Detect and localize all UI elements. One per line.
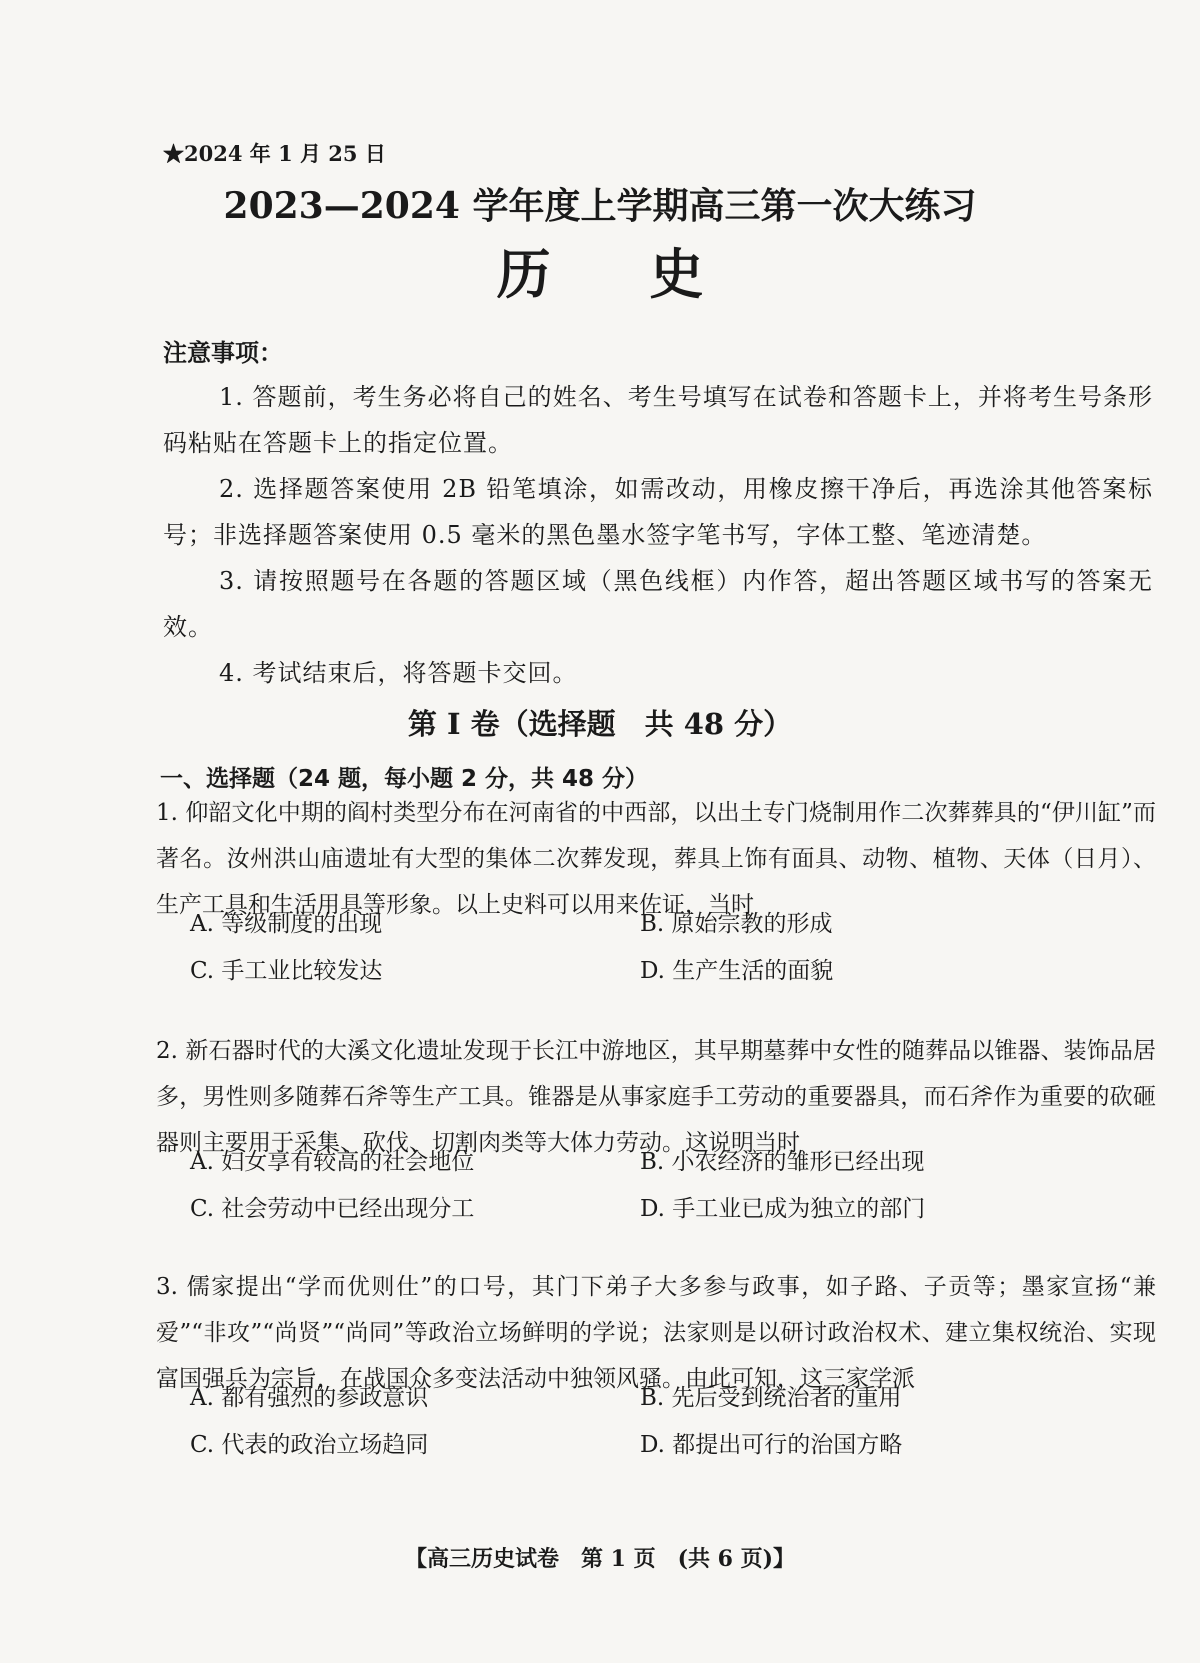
- option: D. 都提出可行的治国方略: [640, 1432, 903, 1458]
- option: A. 都有强烈的参政意识: [190, 1385, 429, 1411]
- question-stem: 1. 仰韶文化中期的阎村类型分布在河南省的中西部，以出土专门烧制用作二次葬葬具的“伊川缸”而著名。汝州洪山庙遗址有大型的集体二次葬发现，葬具上饰有面具、动物、植物、天体（日月）、生产工具和生活用具等形象。以上史料可以用来佐证，当时: [156, 800, 1156, 918]
- question-options: [190, 1372, 1150, 1466]
- page-footer: 【高三历史试卷 第 1 页 (共 6 页)】: [404, 1546, 796, 1572]
- option-row: [190, 898, 1150, 945]
- option: C. 代表的政治立场趋同: [190, 1432, 429, 1458]
- option-row: [190, 1372, 1150, 1419]
- notice-item: 2. 选择题答案使用 2B 铅笔填涂，如需改动，用橡皮擦干净后，再选涂其他答案标号；非选择题答案使用 0.5 毫米的黑色墨水签字笔书写，字体工整、笔迹清楚。: [163, 475, 1153, 549]
- exam-date: ★2024 年 1 月 25 日: [163, 141, 386, 166]
- option-row: [190, 1183, 1150, 1230]
- question-options: [190, 1136, 1150, 1230]
- notice-item: 3. 请按照题号在各题的答题区域（黑色线框）内作答，超出答题区域书写的答案无效。: [163, 567, 1153, 641]
- exam-title: 2023—2024 学年度上学期高三第一次大练习: [223, 185, 977, 227]
- option: B. 先后受到统治者的重用: [640, 1385, 902, 1411]
- option: C. 手工业比较发达: [190, 958, 383, 984]
- option: D. 生产生活的面貌: [640, 958, 834, 984]
- option: A. 妇女享有较高的社会地位: [190, 1149, 475, 1175]
- option-row: [190, 945, 1150, 992]
- option: A. 等级制度的出现: [190, 911, 383, 937]
- option: B. 原始宗教的形成: [640, 911, 833, 937]
- question-stem: 2. 新石器时代的大溪文化遗址发现于长江中游地区，其早期墓葬中女性的随葬品以锥器、装饰品居多，男性则多随葬石斧等生产工具。锥器是从事家庭手工劳动的重要器具，而石斧作为重要的砍砸器则主要用于采集、砍伐、切割肉类等大体力劳动。这说明当时: [156, 1038, 1156, 1156]
- notice-item: 4. 考试结束后，将答题卡交回。: [219, 659, 578, 687]
- notice-heading: 注意事项：: [163, 338, 283, 367]
- option: C. 社会劳动中已经出现分工: [190, 1196, 475, 1222]
- option-row: [190, 1419, 1150, 1466]
- section-title: 第 I 卷（选择题 共 48 分）: [407, 707, 793, 741]
- question-stem: 3. 儒家提出“学而优则仕”的口号，其门下弟子大多参与政事，如子路、子贡等；墨家宣扬“兼爱”“非攻”“尚贤”“尚同”等政治立场鲜明的学说；法家则是以研讨政治权术、建立集权统治、实现富国强兵为宗旨，在战国众多变法活动中独领风骚。由此可知，这三家学派: [156, 1274, 1156, 1392]
- notice-list: [163, 374, 1153, 696]
- question-options: [190, 898, 1150, 992]
- subject-title: 历 史: [496, 242, 744, 306]
- notice-item: 1. 答题前，考生务必将自己的姓名、考生号填写在试卷和答题卡上，并将考生号条形码粘贴在答题卡上的指定位置。: [163, 383, 1153, 457]
- part-title: 一、选择题（24 题，每小题 2 分，共 48 分）: [160, 766, 649, 792]
- option: B. 小农经济的雏形已经出现: [640, 1149, 925, 1175]
- option: D. 手工业已成为独立的部门: [640, 1196, 926, 1222]
- option-row: [190, 1136, 1150, 1183]
